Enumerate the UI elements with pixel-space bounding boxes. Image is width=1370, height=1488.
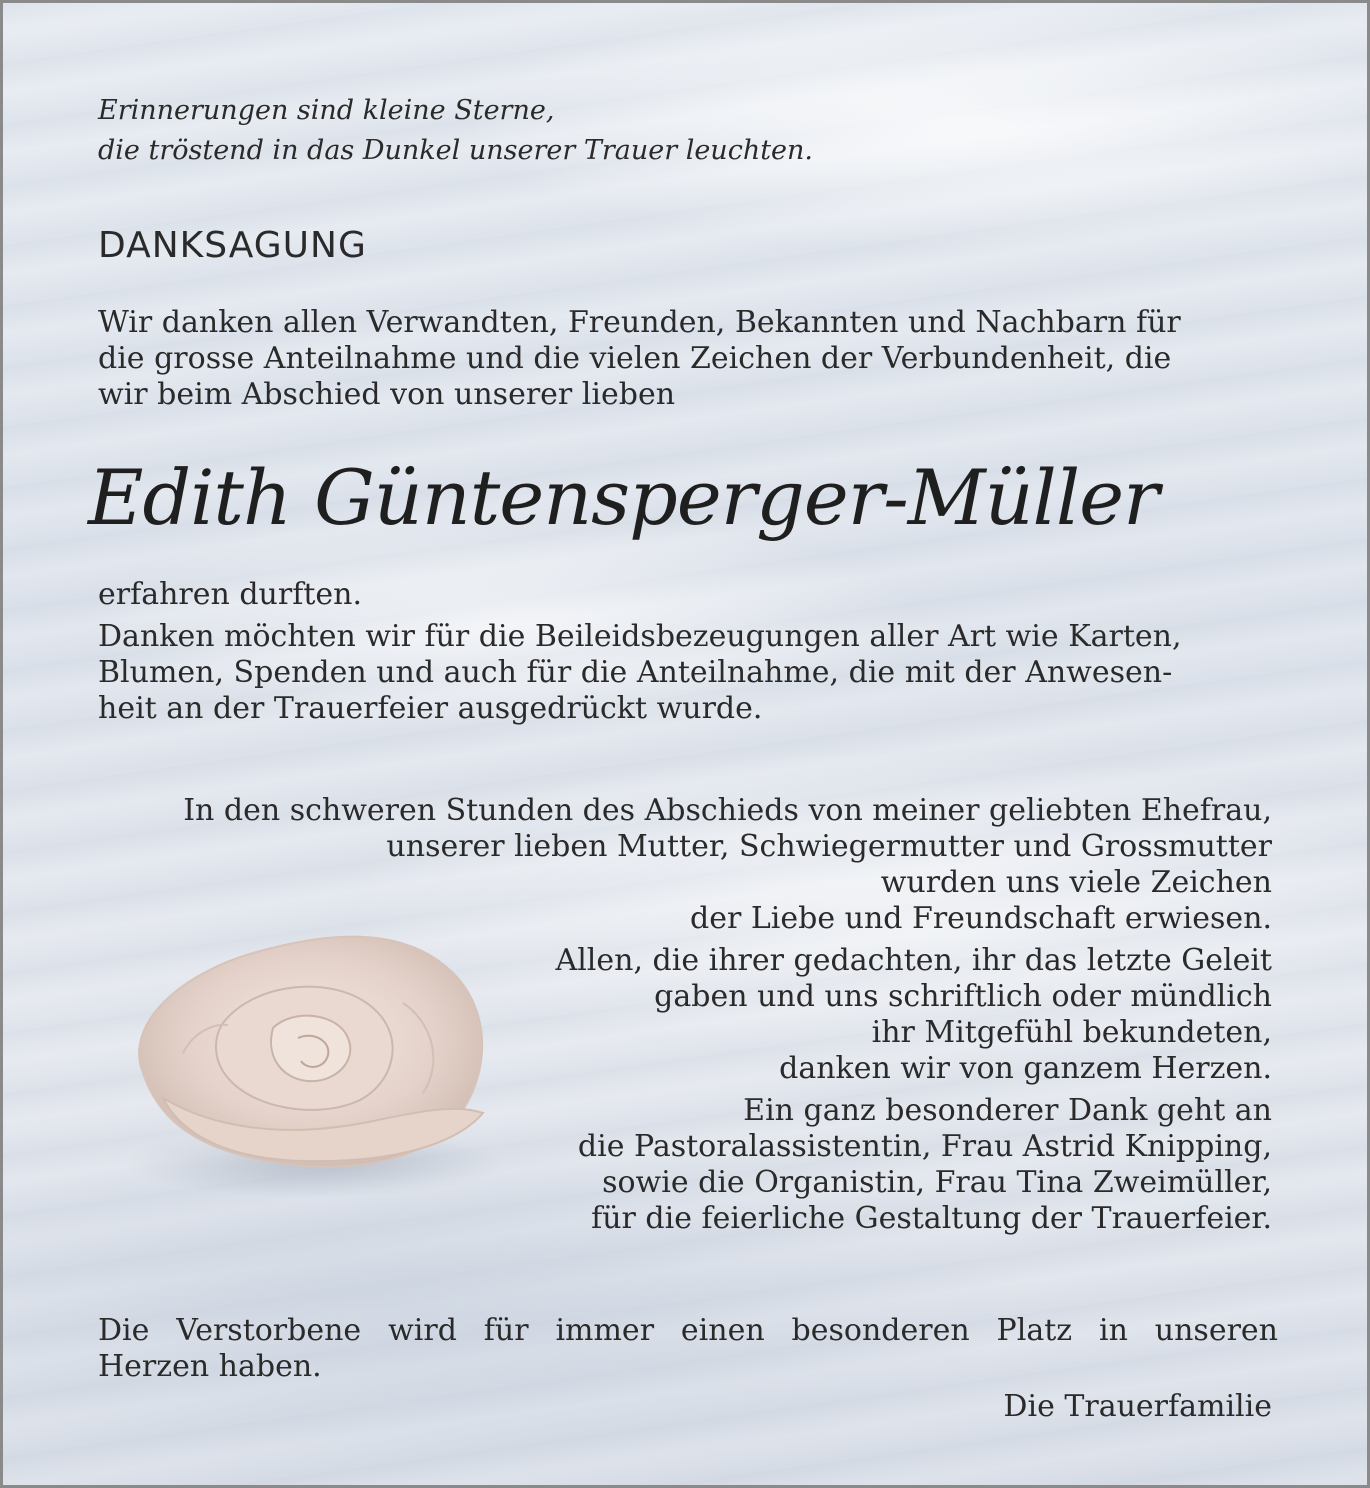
text-line: Blumen, Spenden und auch für die Anteilnahme, die mit der Anwesen- (98, 655, 1173, 690)
text-line: heit an der Trauerfeier ausgedrückt wurde. (98, 691, 763, 726)
text-line: für die feierliche Gestaltung der Trauerfeier. (591, 1201, 1272, 1236)
text-line: Wir danken allen Verwandten, Freunden, Bekannten und Nachbarn für (98, 305, 1181, 340)
memorial-quote (98, 91, 813, 171)
quote-line: die tröstend in das Dunkel unserer Trauer leuchten. (98, 135, 814, 166)
text-line: Allen, die ihrer gedachten, ihr das letzte Geleit (555, 943, 1272, 978)
text-line: Ein ganz besonderer Dank geht an (743, 1093, 1272, 1128)
page-title: DANKSAGUNG (98, 225, 367, 266)
intro-paragraph (98, 305, 1278, 413)
thanks-paragraph (98, 577, 1278, 727)
text-line: die Pastoralassistentin, Frau Astrid Knipping, (577, 1129, 1272, 1164)
text-line: gaben und uns schriftlich oder mündlich (654, 979, 1272, 1014)
text-line: Die Verstorbene wird für immer einen besonderen Platz in unseren (98, 1313, 1278, 1348)
text-line: wir beim Abschied von unserer lieben (98, 377, 676, 412)
text-line: erfahren durften. (98, 577, 362, 612)
text-line: sowie die Organistin, Frau Tina Zweimüller, (602, 1165, 1272, 1200)
text-line: die grosse Anteilnahme und die vielen Zeichen der Verbundenheit, die (98, 341, 1172, 376)
text-line: wurden uns viele Zeichen (880, 865, 1272, 900)
signature: Die Trauerfamilie (1003, 1389, 1272, 1424)
text-line: danken wir von ganzem Herzen. (779, 1051, 1272, 1086)
quote-line: Erinnerungen sind kleine Sterne, (98, 95, 555, 126)
closing-paragraph (98, 1313, 1278, 1385)
acknowledgement-block (92, 793, 1272, 1237)
text-line: unserer lieben Mutter, Schwiegermutter und Grossmutter (386, 829, 1272, 864)
text-line: In den schweren Stunden des Abschieds von meiner geliebten Ehefrau, (183, 793, 1272, 828)
text-line: ihr Mitgefühl bekundeten, (871, 1015, 1272, 1050)
deceased-name: Edith Güntensperger-Müller (88, 453, 1159, 542)
text-line: der Liebe und Freundschaft erwiesen. (690, 901, 1272, 936)
text-line: Danken möchten wir für die Beileidsbezeugungen aller Art wie Karten, (98, 619, 1182, 654)
text-line: Herzen haben. (98, 1349, 322, 1384)
